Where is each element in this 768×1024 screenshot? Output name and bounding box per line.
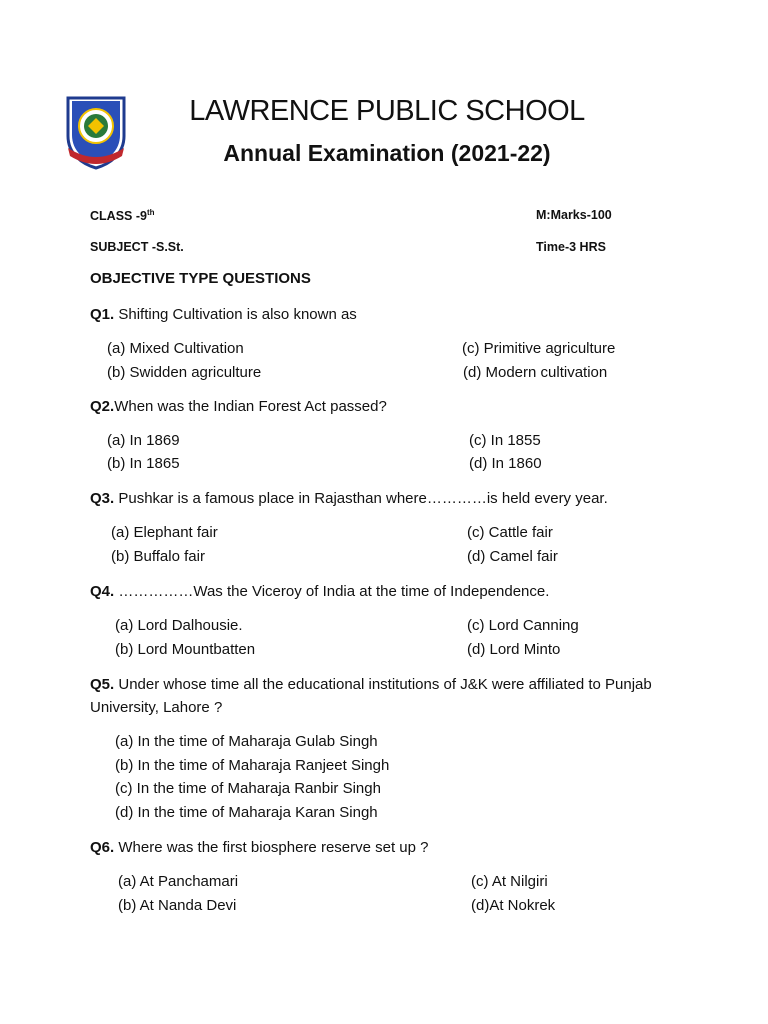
class-text: CLASS -9: [90, 209, 147, 224]
q4-option-d: (d) Lord Minto: [467, 641, 561, 658]
q5-option-a: (a) In the time of Maharaja Gulab Singh: [115, 733, 378, 750]
question-text: When was the Indian Forest Act passed?: [114, 398, 387, 415]
question-number: Q5.: [90, 676, 115, 693]
school-name: LAWRENCE PUBLIC SCHOOL: [189, 95, 585, 127]
q3-option-c: (c) Cattle fair: [467, 524, 553, 541]
q3-option-d: (d) Camel fair: [467, 548, 558, 565]
question-number: Q6.: [90, 839, 115, 856]
question-text: Shifting Cultivation is also known as: [114, 306, 357, 323]
question-3: [90, 487, 670, 510]
class-label: [90, 208, 155, 223]
time-duration: Time-3 HRS: [536, 240, 606, 254]
question-2: [90, 395, 670, 418]
q6-option-c: (c) At Nilgiri: [471, 873, 548, 890]
question-text: Under whose time all the educational institutions of J&K were affiliated to Punjab University, Lahore ?: [90, 676, 652, 716]
q2-option-a: (a) In 1869: [107, 432, 180, 449]
q2-option-b: (b) In 1865: [107, 455, 180, 472]
question-number: Q4.: [90, 583, 115, 600]
q2-option-d: (d) In 1860: [469, 455, 542, 472]
q1-option-d: (d) Modern cultivation: [463, 364, 608, 381]
q5-option-d: (d) In the time of Maharaja Karan Singh: [115, 804, 378, 821]
class-superscript: th: [146, 208, 155, 217]
question-6: [90, 836, 670, 859]
q4-option-b: (b) Lord Mountbatten: [115, 641, 256, 658]
subject-label: SUBJECT -S.St.: [90, 240, 184, 254]
q3-option-b: (b) Buffalo fair: [111, 548, 205, 565]
question-text: Pushkar is a famous place in Rajasthan where…………is held every year.: [114, 490, 608, 507]
question-4: [90, 580, 670, 603]
q6-option-a: (a) At Panchamari: [118, 873, 239, 890]
question-number: Q1.: [90, 306, 115, 323]
q1-option-b: (b) Swidden agriculture: [107, 364, 262, 381]
q3-option-a: (a) Elephant fair: [111, 524, 218, 541]
q2-option-c: (c) In 1855: [469, 432, 541, 449]
question-1: [90, 303, 670, 326]
q4-option-a: (a) Lord Dalhousie.: [115, 617, 243, 634]
q1-option-a: (a) Mixed Cultivation: [107, 340, 244, 357]
question-5: [90, 673, 670, 719]
q1-option-c: (c) Primitive agriculture: [462, 340, 616, 357]
q5-option-c: (c) In the time of Maharaja Ranbir Singh: [115, 780, 381, 797]
section-title: OBJECTIVE TYPE QUESTIONS: [90, 270, 311, 287]
exam-title: Annual Examination (2021-22): [223, 140, 551, 166]
max-marks: M:Marks-100: [536, 208, 612, 222]
q6-option-b: (b) At Nanda Devi: [118, 897, 237, 914]
question-text: Where was the first biosphere reserve set up ?: [114, 839, 429, 856]
question-number: Q2.: [90, 398, 115, 415]
q6-option-d: (d)At Nokrek: [471, 897, 556, 914]
q5-option-b: (b) In the time of Maharaja Ranjeet Singh: [115, 757, 390, 774]
question-text: ……………Was the Viceroy of India at the time of Independence.: [114, 583, 550, 600]
q4-option-c: (c) Lord Canning: [467, 617, 579, 634]
question-number: Q3.: [90, 490, 115, 507]
